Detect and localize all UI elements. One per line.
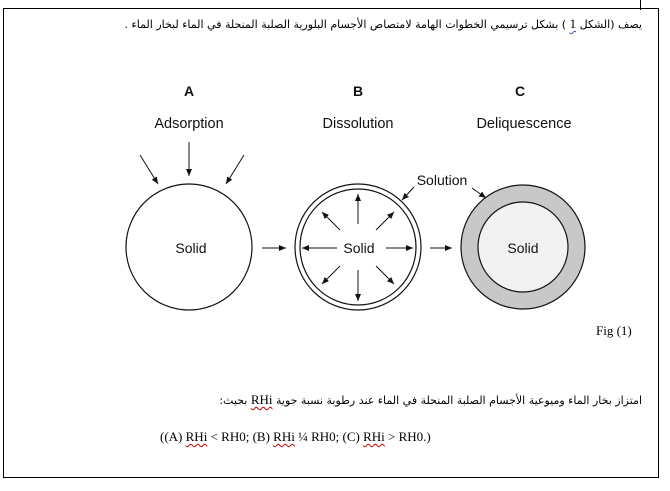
rhi-term-b: RHi <box>273 429 295 444</box>
solution-pointer-c <box>472 188 486 198</box>
panel-c-title: Deliquescence <box>476 116 572 132</box>
conditions-line: ((A) RHi < RH0; (B) RHi ¼ RH0; (C) RHi > RH0.) <box>160 429 431 444</box>
explanation-paragraph: امتزاز بخار الماء وميوعية الأجسام الصلبة المنحلة في الماء عند رطوبة نسبة جوية RHi بحيث: <box>219 392 642 407</box>
panel-b-title: Dissolution <box>322 116 394 132</box>
solution-label: Solution <box>416 172 468 188</box>
vapor-arrow-a3 <box>226 155 244 184</box>
rhi-term-a: RHi <box>185 429 208 444</box>
figure-number: 1 <box>569 16 577 31</box>
solution-pointer-b <box>402 187 414 200</box>
rhi-term-c: RHi <box>363 429 385 444</box>
figure-caption: Fig (1) <box>596 323 632 338</box>
panel-c-letter: C <box>514 83 526 99</box>
rhi-term: RHi <box>250 392 273 407</box>
solid-label-a: Solid <box>175 240 207 256</box>
solid-label-c: Solid <box>507 240 539 256</box>
panel-a-title: Adsorption <box>154 116 224 132</box>
vapor-arrow-a1 <box>140 155 158 184</box>
panel-a-letter: A <box>183 83 195 99</box>
solid-label-b: Solid <box>343 240 375 256</box>
intro-paragraph: يصف (الشكل 1 ) بشكل ترسيمي الخطوات الهامة لامتصاص الأجسام البلورية الصلبة المنحلة في الماء لبخار الماء . <box>124 16 642 31</box>
panel-b-letter: B <box>352 83 364 99</box>
